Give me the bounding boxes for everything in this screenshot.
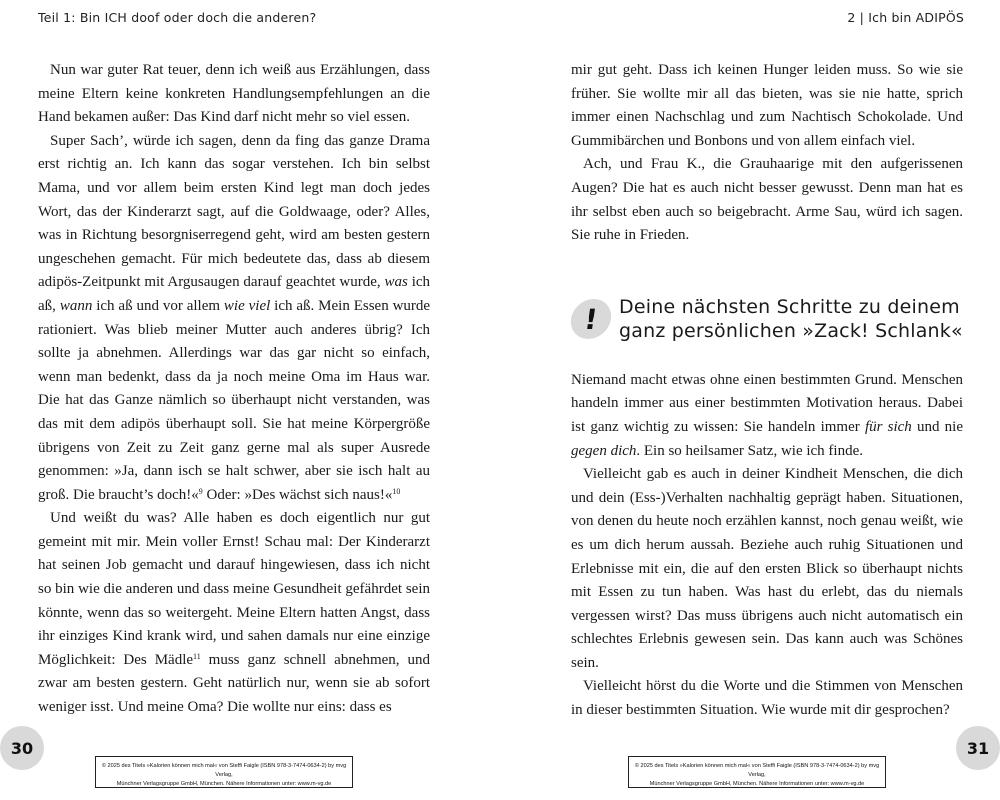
paragraph: Nun war guter Rat teuer, denn ich weiß aus Erzählungen, dass meine Eltern keine konkreten Handlungsempfehlungen an die Hand bekamen außer: Das Kind darf nicht mehr so viel essen.	[38, 62, 430, 126]
paragraph: Ach, und Frau K., die Grauhaarige mit den aufgerissenen Augen? Die hat es auch nicht besser gewusst. Denn man hat es ihr selbst eben auch so beigebracht. Arme Sau, würd ich sagen. Sie ruhe in Frieden.	[571, 156, 963, 244]
footnote-ref: 9	[198, 486, 203, 496]
paragraph: Vielleicht hörst du die Worte und die Stimmen von Menschen in dieser bestimmten Situation. Wie wurde mit dir gesprochen?	[571, 678, 963, 719]
copyright-line: © 2025 des Titels »Kalorien können mich mal« von Steffi Faigle (ISBN 978-3-7474-0634-2) by mvg Verlag,	[634, 763, 880, 778]
page-number-left: 30	[0, 726, 44, 770]
section-heading	[571, 295, 963, 347]
copyright-line: Münchner Verlagsgruppe GmbH, München. Nähere Informationen unter: www.m-vg.de	[116, 781, 332, 787]
emphasis: wann	[59, 297, 93, 314]
copyright-line: © 2025 des Titels »Kalorien können mich mal« von Steffi Faigle (ISBN 978-3-7474-0634-2) by mvg Verlag,	[101, 763, 347, 778]
paragraph: Vielleicht gab es auch in deiner Kindheit Menschen, die dich und dein (Ess-)Verhalten nachhaltig geprägt haben. Situationen, von denen du heute noch erzählen kannst, noch genau weißt, wie es um dich herum aussah. Beziehe auch ruhig Situationen und Erlebnisse mit ein, die auf den ersten Blick so überhaupt nichts mit Essen zu tun haben. Was hast du erlebt, das du niemals vergessen wirst? Das muss übrigens auch nicht automatisch ein schlechtes Erlebnis gewesen sein. Das kann auch was Schönes sein.	[571, 466, 963, 671]
emphasis: was	[384, 274, 408, 291]
right-page-body	[571, 59, 963, 723]
left-page-body	[38, 59, 430, 720]
copyright-line: Münchner Verlagsgruppe GmbH, München. Nähere Informationen unter: www.m-vg.de	[649, 781, 865, 787]
exclamation-icon: !	[568, 299, 614, 339]
paragraph: Niemand macht etwas ohne einen bestimmten Grund. Menschen handeln immer aus einer bestimmten Motivation heraus. Dabei ist ganz wichtig zu wissen: Sie handeln immer für sich und nie gegen dich. Ein so heilsamer Satz, wie ich finde.	[571, 371, 963, 459]
copyright-notice	[95, 756, 353, 788]
footnote-ref: 11	[193, 651, 201, 661]
section-title: Deine nächsten Schritte zu deinem ganz persönlichen »Zack! Schlank«	[619, 295, 963, 342]
emphasis: gegen dich	[571, 442, 637, 459]
running-header-right: 2 | Ich bin ADIPÖS	[847, 10, 964, 25]
paragraph: Und weißt du was? Alle haben es doch eigentlich nur gut gemeint mit mir. Mein voller Ernst! Schau mal: Der Kinderarzt hat seinen Job gemacht und darauf hingewiesen, dass ich nicht so bin wie die anderen und dass meine Gesundheit gefährdet sein könnte, wenn das so weitergeht. Meine Eltern hatten Angst, dass ihr einziges Kind krank wird, und sahen damals nur eine einzige Möglichkeit: Des Mädle$^{11}$ muss ganz schnell abnehmen, und zwar am besten gestern. Geht natürlich nur, wenn sie ab sofort weniger isst. Und meine Oma? Die wollte nur eins: dass es	[38, 510, 430, 716]
copyright-notice	[628, 756, 886, 788]
page-number-right: 31	[956, 726, 1000, 770]
paragraph: mir gut geht. Dass ich keinen Hunger leiden muss. So wie sie früher. Sie wollte mir all das bieten, was sie nie hatte, sprich immer einen Nachschlag und zum Nachtisch Schokolade. Und Gummibärchen und Bonbons und von allem einfach viel.	[571, 62, 963, 149]
footnote-ref: 10	[392, 486, 401, 496]
paragraph: Super Sach’, würde ich sagen, denn da fing das ganze Drama erst richtig an. Ich kann das sogar verstehen. Ich bin selbst Mama, und vor allem beim ersten Kind legt man doch jedes Wort, das der Kinderarzt sagt, auf die Goldwaage, oder? Alles, was in Richtung besorgniserregend geht, wird am besten gestern ungeschehen gemacht. Für mich bedeutete das, dass ab diesem adipös-Zeitpunkt mit Argusaugen darauf geachtet wurde, was ich aß, wann ich aß und vor allem wie viel ich aß. Mein Essen wurde rationiert. Was blieb meiner Mutter auch anderes übrig? Ich sollte ja abnehmen. Allerdings war das gar nicht so einfach, wenn man bedenkt, dass da ja noch meine Oma im Haus war. Die hat das Ganze nämlich so überhaupt nicht verstanden, was das mit dem adipös überhaupt soll. Sie hat meine Körpergröße übrigens von Zeit zu Zeit ganz gerne mal als super Ausrede genommen: »Ja, dann isch se halt schwer, aber sie isch halt au groß. Die braucht’s doch!«$^9$ Oder: »Des wächst sich naus!«$^{10}$	[38, 132, 431, 503]
emphasis: für sich	[864, 418, 912, 435]
running-header-left: Teil 1: Bin ICH doof oder doch die anderen?	[38, 10, 317, 25]
emphasis: wie viel	[223, 297, 271, 314]
